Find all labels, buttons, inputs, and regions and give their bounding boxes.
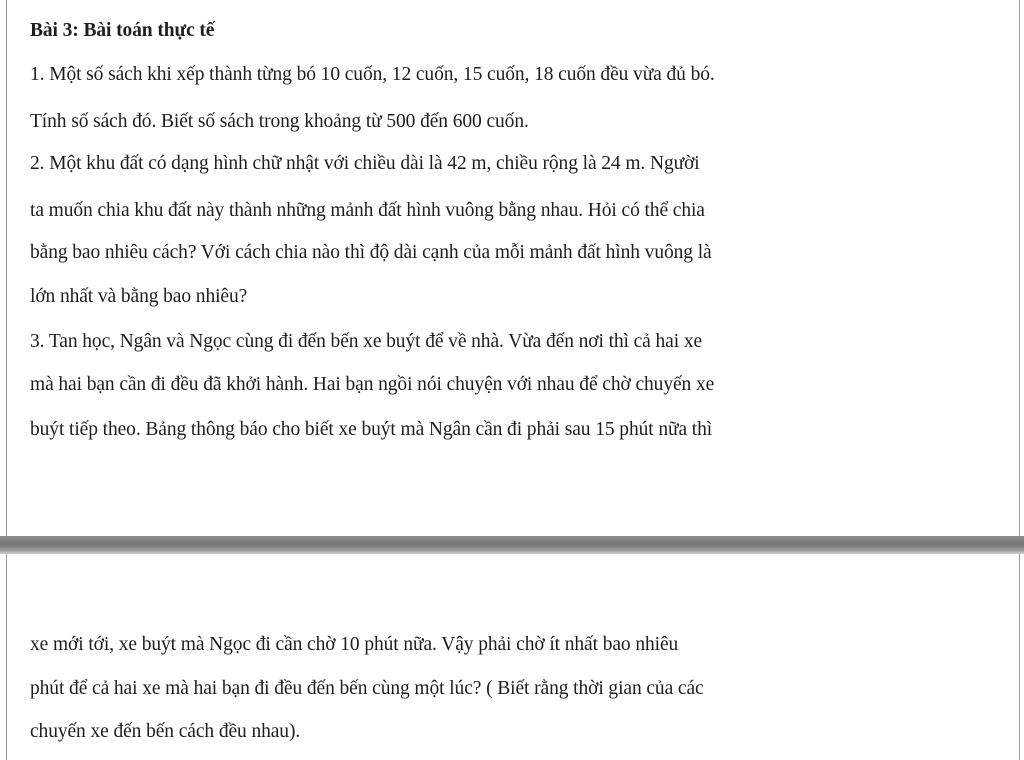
problem-1-line-2: Tính số sách đó. Biết số sách trong khoảng từ 500 đến 600 cuốn. (30, 111, 529, 132)
problem-2-line-2: ta muốn chia khu đất này thành những mảnh đất hình vuông bằng nhau. Hỏi có thể chia (30, 200, 705, 221)
problem-3-line-1: 3. Tan học, Ngân và Ngọc cùng đi đến bến xe buýt để về nhà. Vừa đến nơi thì cả hai xe (30, 331, 703, 352)
problem-2-line-1: 2. Một khu đất có dạng hình chữ nhật với chiều dài là 42 m, chiều rộng là 24 m. Người (30, 153, 700, 174)
problem-3-line-4: xe mới tới, xe buýt mà Ngọc đi cần chờ 10 phút nữa. Vậy phải chờ ít nhất bao nhiêu (30, 634, 679, 655)
problem-3-line-5: phút để cả hai xe mà hai bạn đi đều đến bến cùng một lúc? ( Biết rằng thời gian của các (30, 678, 704, 699)
problem-1-line-1: 1. Một số sách khi xếp thành từng bó 10 cuốn, 12 cuốn, 15 cuốn, 18 cuốn đều vừa đủ bó. (30, 64, 715, 85)
page-separator (0, 536, 1024, 554)
problem-3-line-2: mà hai bạn cần đi đều đã khởi hành. Hai bạn ngồi nói chuyện với nhau để chờ chuyến xe (30, 374, 715, 395)
exercise-heading: Bài 3: Bài toán thực tế (30, 20, 215, 41)
problem-3-line-6: chuyến xe đến bến cách đều nhau). (30, 721, 301, 742)
problem-3-line-3: buýt tiếp theo. Bảng thông báo cho biết xe buýt mà Ngân cần đi phải sau 15 phút nữa thì (30, 419, 713, 440)
problem-2-line-3: bằng bao nhiêu cách? Với cách chia nào thì độ dài cạnh của mỗi mảnh đất hình vuông là (30, 242, 712, 263)
problem-2-line-4: lớn nhất và bằng bao nhiêu? (30, 286, 248, 307)
